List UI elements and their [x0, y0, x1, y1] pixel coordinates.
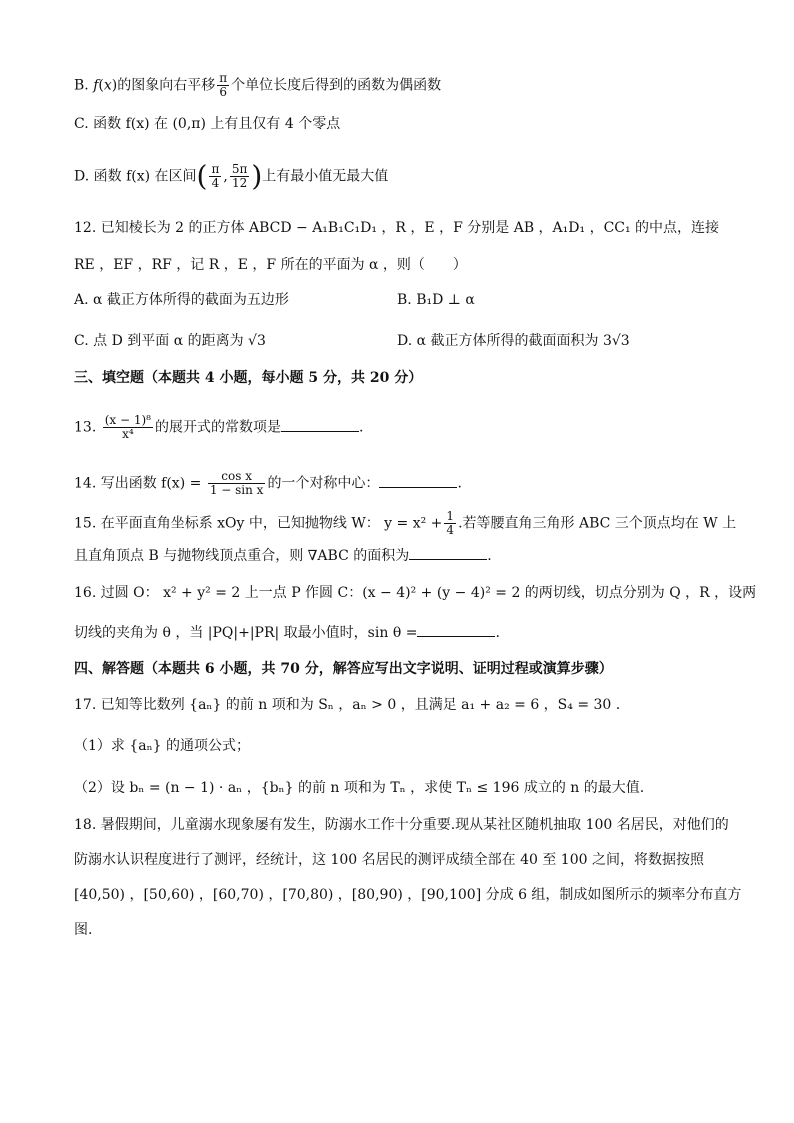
q14-frac-num: cos x [208, 470, 266, 484]
q18-line3: [40,50) ，[50,60) ，[60,70) ，[70,80) ，[80,90) ，[90,100] 分成 6 组，制成如图所示的频率分布直方 [74, 887, 742, 903]
q15-line2: 且直角顶点 B 与抛物线顶点重合，则 ∇ABC 的面积为 . [74, 545, 492, 566]
q17-part2: （2）设 bₙ = (n − 1) · aₙ ，{bₙ} 的前 n 项和为 Tₙ ，求使 Tₙ ≤ 196 成立的 n 的最大值. [74, 780, 645, 796]
q11-optd-frac1 [209, 163, 221, 190]
q13-text: 的展开式的常数项是 [154, 419, 281, 436]
q13-fraction [103, 414, 153, 441]
q15-line1 [74, 510, 736, 537]
q14-frac-den: 1 − sin x [209, 483, 264, 497]
section3-heading: 三、填空题（本题共 4 小题，每小题 5 分，共 20 分） [74, 370, 423, 386]
q13-frac-den: x⁴ [122, 427, 134, 441]
q11-optd-frac2-num: 5π [231, 162, 248, 176]
q11-option-b: B. f(x)的图象向右平移 $\frac{\pi}{6}$ 个单位长度后得到的函数为偶函数 [74, 71, 442, 99]
q11-optd-pre: D. 函数 f(x) 在区间 [74, 168, 197, 185]
q11-optb-frac-num: π [219, 71, 228, 85]
q18-line4: 图. [74, 922, 93, 938]
q11-optb-label: B. [74, 77, 94, 94]
q11-optb-text: 的图象向右平移 [117, 77, 216, 94]
q11-optd-frac1-num: π [211, 162, 220, 176]
q11-optb-post: 个单位长度后得到的函数为偶函数 [231, 77, 442, 94]
q16-line2: 切线的夹角为 θ ，当 |PQ|+|PR| 取最小值时，sin θ = . [74, 622, 500, 643]
section4-heading: 四、解答题（本题共 6 小题，共 70 分，解答应写出文字说明、证明过程或演算步骤） [74, 661, 613, 677]
q13: 13. $\frac{\text{(x − 1)⁸}}{\text{x⁴}}$ 的展开式的常数项是 . [74, 413, 364, 441]
right-paren: ) [251, 159, 263, 193]
q12-option-c: C. 点 D 到平面 α 的距离为 √3 [74, 333, 266, 349]
q12-option-d: D. α 截正方体所得的截面面积为 3√3 [397, 333, 630, 349]
q17-part1: （1）求 {aₙ} 的通项公式； [74, 738, 251, 754]
q13-frac-num: (x − 1)⁸ [104, 413, 151, 427]
q18-line2: 防溺水认识程度进行了测评，经统计，这 100 名居民的测评成绩全部在 40 至 100 之间，将数据按照 [74, 852, 704, 868]
q14-fraction [208, 470, 266, 497]
q16-line1: 16. 过圆 O： x² + y² = 2 上一点 P 作圆 C：(x − 4)² + (y − 4)² = 2 的两切线，切点分别为 Q ，R ，设两 [74, 585, 757, 601]
q13-answer-blank[interactable] [281, 417, 359, 432]
q11-optd-frac2-den: 12 [231, 176, 248, 190]
q15-answer-blank[interactable] [409, 545, 487, 560]
q11-option-d: D. 函数 f(x) 在区间( $\frac{\pi}{4}$ , $\frac{5\pi}{12}$ )上有最小值无最大值 [74, 159, 389, 193]
q11-optb-frac-den: 6 [219, 85, 227, 99]
q14-pre: 14. 写出函数 f(x) = [74, 475, 202, 492]
q15-fraction [444, 510, 456, 537]
q14: 14. 写出函数 f(x) = $\frac{\text{cos x}}{\text{1 − sin x}}$ 的一个对称中心： . [74, 469, 462, 497]
q11-optd-post: 上有最小值无最大值 [262, 168, 389, 185]
q11-option-c: C. 函数 f(x) 在 (0,π) 上有且仅有 4 个零点 [74, 116, 341, 132]
q12-option-a: A. α 截正方体所得的截面为五边形 [74, 292, 289, 308]
q14-text: 的一个对称中心： [267, 475, 380, 492]
q11-optd-frac2 [230, 163, 250, 190]
q16-line2-text: 切线的夹角为 θ ，当 |PQ|+|PR| 取最小值时，sin θ = [74, 625, 418, 641]
q15-post: .若等腰直角三角形 ABC 三个顶点均在 W 上 [458, 515, 737, 532]
q18-line1: 18. 暑假期间，儿童溺水现象屡有发生，防溺水工作十分重要.现从某社区随机抽取 100 名居民，对他们的 [74, 817, 729, 833]
q15-pre: 15. 在平面直角坐标系 xOy 中，已知抛物线 W： y = x² + [74, 515, 443, 532]
q16-answer-blank[interactable] [417, 622, 495, 637]
q11-optd-frac1-den: 4 [211, 176, 220, 190]
q12-stem-line2: RE ，EF ，RF ，记 R ，E ，F 所在的平面为 α ，则（ ） [74, 257, 467, 273]
q13-number: 13. [74, 419, 97, 436]
q11-optb-func: f [93, 77, 99, 94]
q12-stem-line1: 12. 已知棱长为 2 的正方体 ABCD − A₁B₁C₁D₁ ，R ，E ，F 分别是 AB ，A₁D₁ ，CC₁ 的中点，连接 [74, 220, 720, 236]
q17-stem: 17. 已知等比数列 {aₙ} 的前 n 项和为 Sₙ ，aₙ > 0 ，且满足 a₁ + a₂ = 6 ，S₄ = 30 . [74, 697, 621, 713]
q15-frac-den: 4 [446, 523, 455, 537]
q12-option-b: B. B₁D ⊥ α [397, 292, 475, 308]
q11-optb-fraction [217, 72, 229, 99]
left-paren: ( [196, 159, 208, 193]
q14-answer-blank[interactable] [379, 473, 457, 488]
q15-line2-text: 且直角顶点 B 与抛物线顶点重合，则 ∇ABC 的面积为 [74, 548, 410, 564]
q15-frac-num: 1 [446, 509, 455, 523]
